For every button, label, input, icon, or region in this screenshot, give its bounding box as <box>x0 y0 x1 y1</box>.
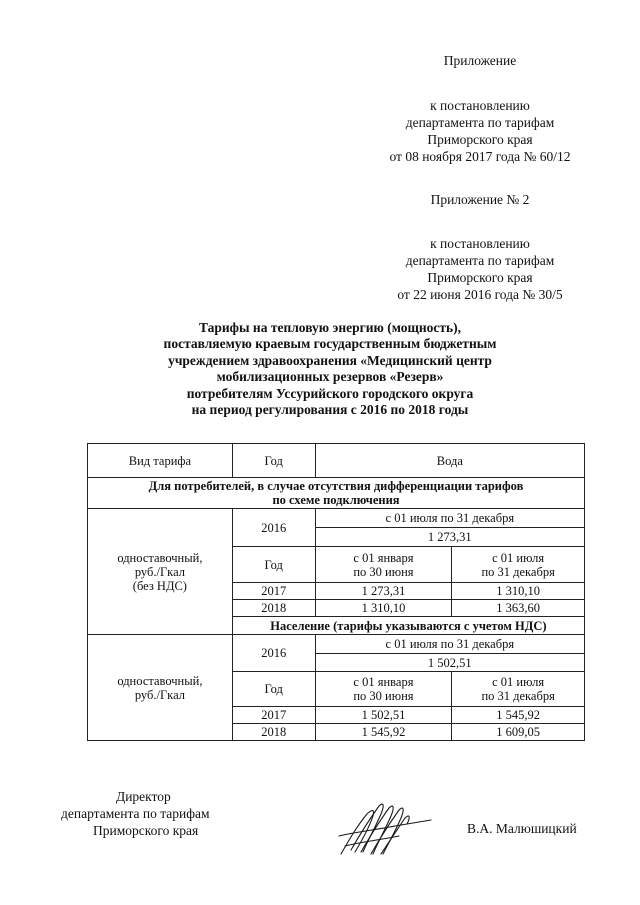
header-to-resolution: к постановлению <box>430 98 530 113</box>
section2-row-year: 2018 <box>232 724 315 741</box>
title-line-1: Тарифы на тепловую энергию (мощность), <box>198 320 462 335</box>
section1-tariff-line2: руб./Гкал <box>134 564 185 579</box>
section2-tariff-type <box>88 635 233 741</box>
tariffs-table <box>87 443 585 741</box>
section1-year-label: Год <box>232 547 315 583</box>
section2-title: Население (тарифы указываются с учетом НДС) <box>232 617 584 635</box>
section1-row-h1: 1 310,10 <box>315 600 452 617</box>
section2-row-h1: 1 545,92 <box>315 724 452 741</box>
header-year: Год <box>232 444 315 478</box>
section1-row-h2: 1 310,10 <box>452 583 585 600</box>
section1-period-h2 <box>452 547 585 583</box>
section1-period-h1-line1: с 01 января <box>353 550 414 565</box>
section2-period-2016: с 01 июля по 31 декабря <box>315 635 584 654</box>
section1-row-h2: 1 363,60 <box>452 600 585 617</box>
header2-appendix: Приложение № 2 <box>430 192 530 207</box>
header2-to-resolution: к постановлению <box>430 236 530 251</box>
section1-period-h2-line2: по 31 декабря <box>481 564 555 579</box>
table-row <box>88 509 585 528</box>
table-header-row <box>88 444 585 478</box>
handwritten-signature <box>335 796 435 862</box>
section1-value-2016: 1 273,31 <box>315 528 584 547</box>
header-department: департамента по тарифам <box>405 115 555 130</box>
section1-row-year: 2018 <box>232 600 315 617</box>
document-title <box>90 320 570 418</box>
section1-title <box>88 478 585 509</box>
section2-row-year: 2017 <box>232 707 315 724</box>
title-line-4: мобилизационных резервов «Резерв» <box>216 369 444 385</box>
section1-row-year: 2017 <box>232 583 315 600</box>
section2-period-h2 <box>452 672 585 707</box>
header2-department: департамента по тарифам <box>405 253 555 268</box>
table-row <box>88 635 585 654</box>
signature-position-line1: Директор <box>116 789 171 804</box>
title-line-3: учреждением здравоохранения «Медицинский центр <box>168 352 492 368</box>
header2-region: Приморского края <box>427 270 533 285</box>
section2-row-h2: 1 545,92 <box>452 707 585 724</box>
section2-value-2016: 1 502,51 <box>315 654 584 672</box>
section1-title-row <box>88 478 585 509</box>
header-water: Вода <box>315 444 584 478</box>
section2-period-h2-line1: с 01 июля <box>492 675 545 689</box>
header2-resolution-date: от 22 июня 2016 года № 30/5 <box>397 287 563 302</box>
title-line-5: потребителям Уссурийского городского округа <box>186 385 474 401</box>
section2-year-2016: 2016 <box>232 635 315 672</box>
section1-tariff-line3: (без НДС) <box>132 578 187 593</box>
section2-period-h1-line2: по 30 июня <box>353 689 414 703</box>
section2-row-h1: 1 502,51 <box>315 707 452 724</box>
section1-tariff-type <box>88 509 233 635</box>
section2-row-h2: 1 609,05 <box>452 724 585 741</box>
signature-name: В.А. Малюшицкий <box>467 821 577 836</box>
section1-row-h1: 1 273,31 <box>315 583 452 600</box>
section2-tariff-line2: руб./Гкал <box>134 687 185 702</box>
section2-period-h1-line1: с 01 января <box>353 675 414 689</box>
section1-tariff-line1: одноставочный, <box>117 550 203 565</box>
section2-period-h1 <box>315 672 452 707</box>
title-line-2: поставляемую краевым государственным бюджетным <box>163 336 497 352</box>
section1-title-line1: Для потребителей, в случае отсутствия дифференциации тарифов <box>148 479 524 493</box>
section1-period-h1-line2: по 30 июня <box>353 564 414 579</box>
section2-year-label: Год <box>232 672 315 707</box>
section1-period-h1 <box>315 547 452 583</box>
section1-year-2016: 2016 <box>232 509 315 547</box>
header-tariff-type: Вид тарифа <box>88 444 233 478</box>
signature-position-line2: департамента по тарифам <box>61 806 210 821</box>
section2-period-h2-line2: по 31 декабря <box>481 689 555 703</box>
header-region: Приморского края <box>427 132 533 147</box>
section1-period-h2-line1: с 01 июля <box>492 550 545 565</box>
header-appendix: Приложение <box>443 53 517 68</box>
section1-title-line2: по схеме подключения <box>272 493 400 507</box>
section1-period-2016: с 01 июля по 31 декабря <box>315 509 584 528</box>
section2-tariff-line1: одноставочный, <box>117 673 203 688</box>
signature-position-line3: Приморского края <box>93 823 199 838</box>
header-resolution-date: от 08 ноября 2017 года № 60/12 <box>389 149 571 164</box>
title-line-6: на период регулирования с 2016 по 2018 годы <box>191 402 469 418</box>
